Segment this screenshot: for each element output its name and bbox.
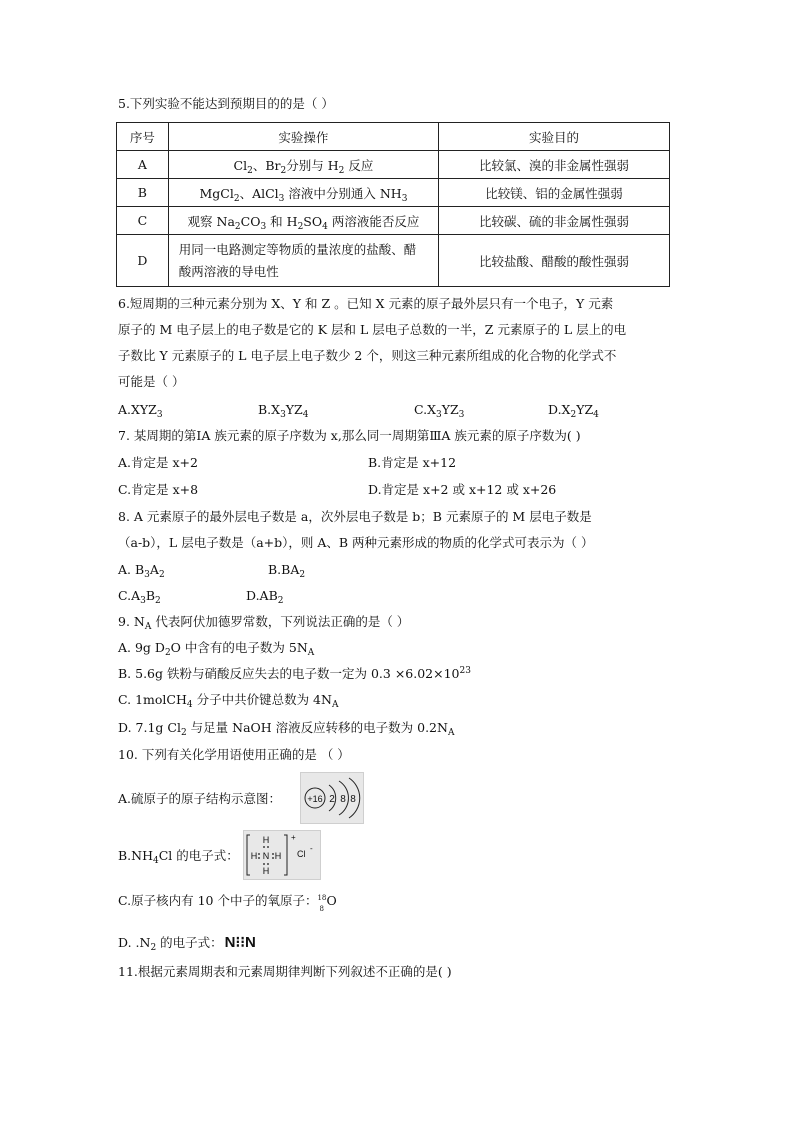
q6-line3: 子数比 Y 元素原子的 L 电子层上电子数少 2 个，则这三种元素所组成的化合物的化学式不: [118, 348, 617, 363]
q6-option-c: $C.X_3YZ_3$: [414, 402, 465, 420]
q8-option-b: $B.BA_2$: [268, 562, 306, 580]
q7-stem: 7. 某周期的第ⅠA 族元素的原子序数为 x,那么同一周期第ⅢA 族元素的原子序数为( ): [118, 428, 581, 443]
q6-option-b: $B.X_3YZ_4$: [258, 402, 309, 420]
row-goal: 比较碳、硫的非金属性强弱: [439, 207, 670, 235]
q8-line1: 8. A 元素原子的最外层电子数是 a，次外层电子数是 b；B 元素原子的 M 层电子数是: [118, 509, 592, 524]
q9-option-c: C. 1molCH$_4$ 分子中共价键总数为 $4N_A$: [118, 692, 339, 710]
q6-line1: 6.短周期的三种元素分别为 X、Y 和 Z 。已知 X 元素的原子最外层只有一个电子，Y 元素: [118, 296, 614, 311]
q7-option-b: B.肯定是 x+12: [368, 455, 457, 470]
electron-formula-svg: [244, 831, 320, 879]
header-operation: 实验操作: [168, 123, 438, 151]
table-row: [117, 235, 670, 287]
ammonium-chloride-electron-formula: [243, 830, 321, 880]
row-goal: 比较盐酸、醋酸的酸性强弱: [439, 235, 670, 287]
q9-stem: 9. $N_A$ 代表阿伏加德罗常数，下列说法正确的是（ ）: [118, 614, 410, 632]
row-id: B: [117, 179, 169, 207]
table-row: [117, 151, 670, 179]
oxygen-isotope: 18 8 O: [317, 893, 337, 913]
header-seq: 序号: [117, 123, 169, 151]
q8-option-c: $C.A_3B_2$: [118, 588, 161, 606]
table-header-row: [117, 123, 670, 151]
row-id: A: [117, 151, 169, 179]
header-goal: 实验目的: [439, 123, 670, 151]
q7-option-d: D.肯定是 x+2 或 x+12 或 x+26: [368, 482, 557, 497]
shell-count-2: 8: [340, 794, 346, 805]
atom-diagram-svg: [301, 773, 363, 823]
q7-option-c: C.肯定是 x+8: [118, 482, 199, 497]
q9-option-a: A. 9g $D_2O$ 中含有的电子数为 $5N_A$: [118, 640, 315, 658]
h-bottom: H: [262, 866, 270, 876]
shell-count-1: 2: [329, 794, 335, 805]
q9-option-d: D. 7.1g $Cl_2$ 与足量 NaOH 溶液反应转移的电子数为 $0.2N_A$: [118, 720, 455, 738]
q6-line4: 可能是（ ）: [118, 374, 185, 389]
sulfur-atom-structure-figure: [300, 772, 364, 824]
row-id: D: [117, 235, 169, 287]
left-bracket: [247, 835, 250, 875]
h-right: H: [274, 851, 282, 861]
anion-charge: -: [310, 844, 313, 853]
nucleus-charge: +16: [307, 794, 323, 804]
q6-option-d: $D.X_2YZ_4$: [548, 402, 599, 420]
h-left: H: [250, 851, 258, 861]
q10-option-b: $B.NH_4Cl$ 的电子式：: [118, 848, 239, 866]
q10-option-c: C.原子核内有 10 个中子的氧原子： 18 8 O: [118, 893, 339, 909]
q8-option-d: $D.AB_2$: [246, 588, 284, 606]
row-operation: 用同一电路测定等物质的量浓度的盐酸、醋 酸两溶液的导电性: [168, 235, 438, 287]
row-operation: $Cl_2$、$Br_2$分别与 $H_2$ 反应: [168, 151, 438, 179]
q5-stem: 5.下列实验不能达到预期目的的是（ ）: [118, 96, 334, 111]
q8-option-a: A. $B_3A_2$: [118, 562, 165, 580]
nitrogen-electron-formula: N⁝⁝N: [224, 934, 256, 951]
q10-option-a: A.硫原子的原子结构示意图：: [118, 791, 282, 806]
q5-table: [116, 122, 670, 287]
row-operation: MgCl$_2$、AlCl$_3$ 溶液中分别通入 $NH_3$: [168, 179, 438, 207]
q10-option-d: D. $.N_2$ 的电子式： N⁝⁝N: [118, 934, 256, 953]
n-center: N: [262, 851, 270, 861]
q7-option-a: A.肯定是 x+2: [118, 455, 198, 470]
row-operation: 观察 $Na_2CO_3$ 和 $H_2SO_4$ 两溶液能否反应: [168, 207, 438, 235]
row-id: C: [117, 207, 169, 235]
row-goal: 比较氯、溴的非金属性强弱: [439, 151, 670, 179]
q6-option-a: $A.XYZ_3$: [118, 402, 163, 420]
q8-line2: （a-b），L 层电子数是（a+b），则 A、B 两种元素形成的物质的化学式可表示为（ ）: [118, 535, 594, 550]
row-goal: 比较镁、铝的金属性强弱: [439, 179, 670, 207]
q11-stem: 11.根据元素周期表和元素周期律判断下列叙述不正确的是( ): [118, 964, 452, 979]
cation-charge: +: [291, 833, 296, 842]
table-row: [117, 207, 670, 235]
chloride-symbol: Cl: [297, 849, 306, 859]
q6-line2: 原子的 M 电子层上的电子数是它的 K 层和 L 层电子总数的一半，Z 元素原子的 L 层上的电: [118, 322, 627, 337]
q10-stem: 10. 下列有关化学用语使用正确的是 （ ）: [118, 747, 350, 762]
right-bracket: [284, 835, 287, 875]
shell-count-3: 8: [350, 794, 356, 805]
q9-option-b: B. 5.6g 铁粉与硝酸反应失去的电子数一定为 $0.3 \times 6.02\times 10^{23}$: [118, 666, 471, 681]
h-top: H: [262, 835, 270, 845]
table-row: [117, 179, 670, 207]
